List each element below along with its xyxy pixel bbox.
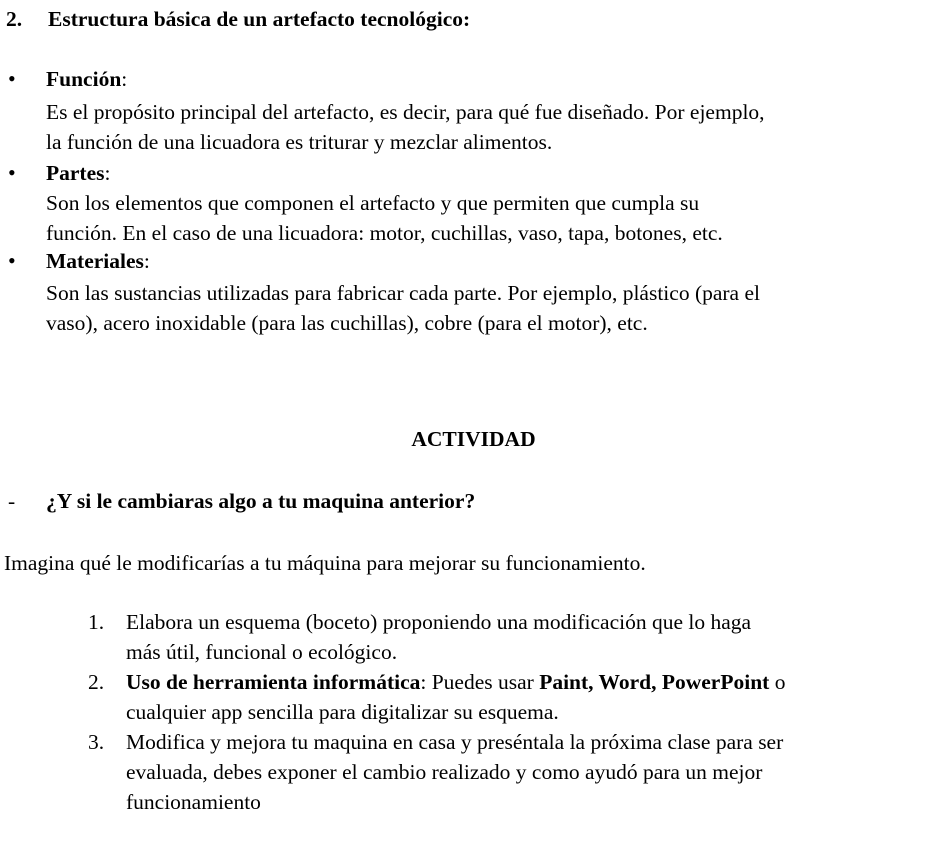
step-tools: Paint, Word, PowerPoint (539, 670, 770, 694)
item-colon: : (104, 161, 111, 185)
item-colon: : (143, 249, 150, 273)
step-text-line (126, 667, 785, 697)
item-title: Partes (46, 161, 105, 185)
item-title-row (46, 64, 127, 94)
item-colon: : (121, 67, 128, 91)
step-text-line: evaluada, debes exponer el cambio realizado y como ayudó para un mejor (126, 760, 763, 784)
activity-intro: Imagina qué le modificarías a tu máquina para mejorar su funcionamiento. (4, 551, 646, 575)
item-text-line: Son las sustancias utilizadas para fabricar cada parte. Por ejemplo, plástico (para el (46, 281, 760, 305)
step-text-line: funcionamiento (126, 790, 261, 814)
item-text-line: función. En el caso de una licuadora: motor, cuchillas, vaso, tapa, botones, etc. (46, 221, 723, 245)
step-number: 3. (88, 730, 105, 754)
bullet-icon: • (8, 160, 16, 185)
step-bold-lead: Uso de herramienta informática (126, 670, 421, 694)
item-title-row (46, 158, 110, 188)
item-text-line: Son los elementos que componen el artefacto y que permiten que cumpla su (46, 191, 700, 215)
step-text-line: Modifica y mejora tu maquina en casa y preséntala la próxima clase para ser (126, 730, 784, 754)
item-text-line: vaso), acero inoxidable (para las cuchillas), cobre (para el motor), etc. (46, 311, 648, 335)
bullet-icon: • (8, 248, 16, 273)
step-text-after-tools: o (769, 670, 786, 694)
item-title: Función (46, 67, 122, 91)
step-text-line: más útil, funcional o ecológico. (126, 640, 398, 664)
bullet-icon: • (8, 66, 16, 91)
step-text-line: cualquier app sencilla para digitalizar su esquema. (126, 700, 559, 724)
step-number: 2. (88, 670, 105, 694)
item-text-line: la función de una licuadora es triturar y mezclar alimentos. (46, 130, 553, 154)
step-text-after-lead: : Puedes usar (420, 670, 540, 694)
item-title-row (46, 246, 150, 276)
dash-bullet: - (8, 489, 16, 513)
section-title: Estructura básica de un artefacto tecnológico: (48, 7, 471, 31)
activity-question: ¿Y si le cambiaras algo a tu maquina anterior? (46, 489, 476, 513)
activity-title: ACTIVIDAD (411, 427, 536, 451)
step-text-line: Elabora un esquema (boceto) proponiendo una modificación que lo haga (126, 610, 752, 634)
item-title: Materiales (46, 249, 144, 273)
step-number: 1. (88, 610, 105, 634)
item-text-line: Es el propósito principal del artefacto, es decir, para qué fue diseñado. Por ejemplo, (46, 100, 765, 124)
section-number: 2. (6, 7, 23, 31)
section-heading (6, 4, 470, 34)
